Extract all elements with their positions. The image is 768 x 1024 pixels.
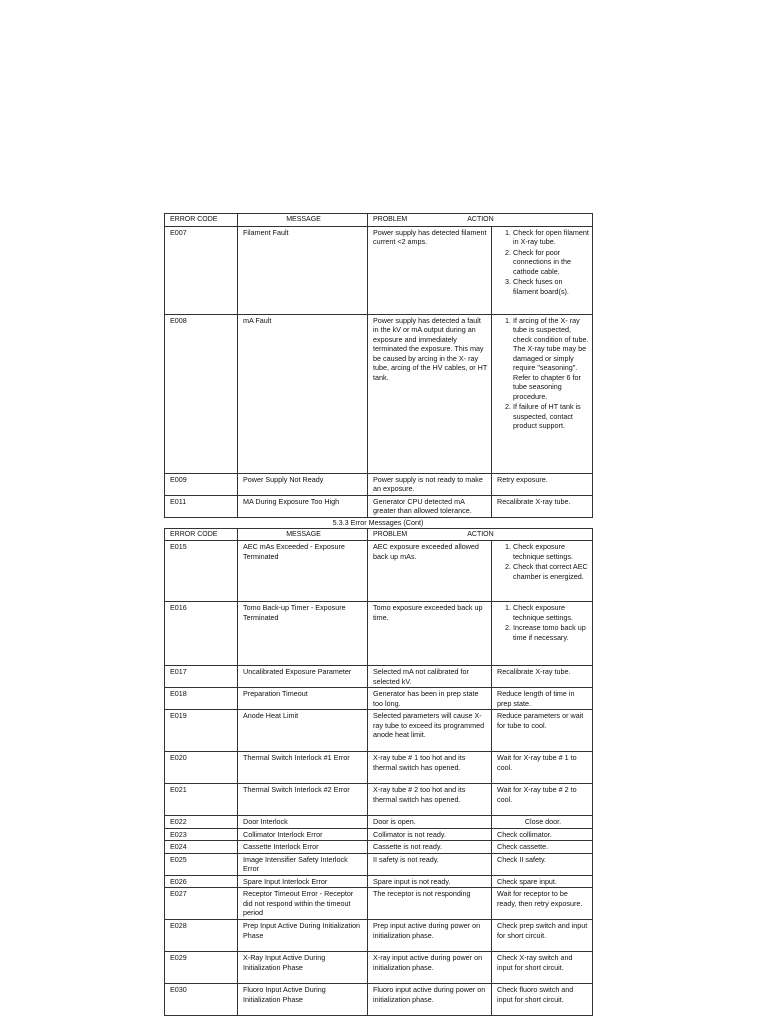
error-message: Thermal Switch Interlock #2 Error — [238, 784, 368, 816]
error-message: MA During Exposure Too High — [238, 495, 368, 517]
error-message: Preparation Timeout — [238, 688, 368, 710]
table-row — [165, 666, 593, 688]
error-action: Check X-ray switch and input for short circuit. — [492, 952, 593, 984]
error-message: Filament Fault — [238, 226, 368, 314]
error-problem: AEC exposure exceeded allowed back up mAs. — [368, 541, 492, 602]
error-action: Check spare input. — [492, 875, 593, 888]
error-message: X-Ray Input Active During Initialization Phase — [238, 952, 368, 984]
header-message: MESSAGE — [238, 528, 368, 541]
table-row — [165, 875, 593, 888]
error-code: E021 — [165, 784, 238, 816]
error-code: E027 — [165, 888, 238, 920]
table-row — [165, 853, 593, 875]
error-action: Reduce parameters or wait for tube to cool. — [492, 710, 593, 752]
header-problem-action — [368, 528, 593, 541]
error-message: Fluoro Input Active During Initialization Phase — [238, 984, 368, 1016]
error-code: E022 — [165, 816, 238, 829]
error-message: Receptor Timeout Error - Receptor did not respond within the timeout period — [238, 888, 368, 920]
error-problem: X-ray tube # 2 too hot and its thermal switch has opened. — [368, 784, 492, 816]
table-row — [165, 710, 593, 752]
table-row — [165, 888, 593, 920]
error-problem: X-ray input active during power on initialization phase. — [368, 952, 492, 984]
header-action: ACTION — [467, 216, 494, 223]
action-step: 1. If arcing of the X- ray tube is suspected, check condition of tube. The X-ray tube may be damaged or simply require "seasoning". Refer to chapter 6 for tube seasoning procedure. — [513, 316, 589, 402]
error-action: Check fluoro switch and input for short circuit. — [492, 984, 593, 1016]
action-step: 2. Check that correct AEC chamber is energized. — [513, 562, 589, 581]
error-action: Check prep switch and input for short circuit. — [492, 920, 593, 952]
error-problem: Power supply has detected a fault in the kV or mA output during an exposure and immediately terminated the exposure. This may be caused by arcing in the X- ray tube, arcing of the HV cables, or HT tank. — [368, 314, 492, 473]
action-step: 2. Check for poor connections in the cathode cable. — [513, 248, 589, 277]
table-row — [165, 473, 593, 495]
error-message: Thermal Switch Interlock #1 Error — [238, 752, 368, 784]
error-message: Uncalibrated Exposure Parameter — [238, 666, 368, 688]
error-problem: Cassette is not ready. — [368, 841, 492, 854]
error-code: E026 — [165, 875, 238, 888]
error-problem: X-ray tube # 1 too hot and its thermal switch has opened. — [368, 752, 492, 784]
table-header-row — [165, 528, 593, 541]
error-problem: Fluoro input active during power on initialization phase. — [368, 984, 492, 1016]
error-message: Collimator Interlock Error — [238, 828, 368, 841]
error-table-1 — [164, 213, 593, 518]
section-caption: 5.3.3 Error Messages (Cont) — [332, 517, 424, 527]
error-problem: Tomo exposure exceeded back up time. — [368, 602, 492, 666]
error-code: E016 — [165, 602, 238, 666]
error-problem: Prep input active during power on initialization phase. — [368, 920, 492, 952]
table-row — [165, 841, 593, 854]
error-code: E030 — [165, 984, 238, 1016]
error-action: Recalibrate X-ray tube. — [492, 495, 593, 517]
table-row — [165, 952, 593, 984]
action-step: 1. Check exposure technique settings. — [513, 542, 589, 561]
error-action: Retry exposure. — [492, 473, 593, 495]
error-code: E009 — [165, 473, 238, 495]
error-problem: Door is open. — [368, 816, 492, 829]
header-problem: PROBLEM — [373, 530, 408, 538]
error-action: Close door. — [492, 816, 593, 829]
error-message: Tomo Back-up Timer - Exposure Terminated — [238, 602, 368, 666]
error-problem: Selected parameters will cause X-ray tube to exceed its programmed anode heat limit. — [368, 710, 492, 752]
header-action: ACTION — [467, 530, 494, 538]
error-code: E019 — [165, 710, 238, 752]
error-code: E018 — [165, 688, 238, 710]
header-error-code: ERROR CODE — [165, 528, 238, 541]
error-action: Check cassette. — [492, 841, 593, 854]
table-row — [165, 495, 593, 517]
header-problem-action — [368, 214, 593, 227]
table-header-row — [165, 214, 593, 227]
table-row — [165, 752, 593, 784]
error-message: Cassette Interlock Error — [238, 841, 368, 854]
error-code: E007 — [165, 226, 238, 314]
table-row — [165, 688, 593, 710]
error-action: Check collimator. — [492, 828, 593, 841]
error-action: Wait for X-ray tube # 2 to cool. — [492, 784, 593, 816]
table-row — [165, 784, 593, 816]
header-problem: PROBLEM — [373, 216, 408, 223]
error-problem: Generator has been in prep state too long. — [368, 688, 492, 710]
error-code: E024 — [165, 841, 238, 854]
header-error-code: ERROR CODE — [165, 214, 238, 227]
table-row — [165, 984, 593, 1016]
error-action — [492, 602, 593, 666]
error-action: Check II safety. — [492, 853, 593, 875]
error-problem: Collimator is not ready. — [368, 828, 492, 841]
error-problem: Generator CPU detected mA greater than allowed tolerance. — [368, 495, 492, 517]
table-row — [165, 920, 593, 952]
error-action: Wait for receptor to be ready, then retry exposure. — [492, 888, 593, 920]
error-message: Anode Heat Limit — [238, 710, 368, 752]
error-action: Recalibrate X-ray tube. — [492, 666, 593, 688]
table-row — [165, 828, 593, 841]
error-code: E028 — [165, 920, 238, 952]
error-problem: Spare input is not ready. — [368, 875, 492, 888]
action-step: 2. If failure of HT tank is suspected, contact product support. — [513, 402, 589, 431]
action-step: 1. Check for open filament in X-ray tube. — [513, 228, 589, 247]
action-step: 2. Increase tomo back up time if necessary. — [513, 623, 589, 642]
error-action — [492, 541, 593, 602]
error-action — [492, 226, 593, 314]
error-table-2 — [164, 528, 593, 1017]
action-step: 1. Check exposure technique settings. — [513, 603, 589, 622]
error-problem: II safety is not ready. — [368, 853, 492, 875]
error-message: Image Intensifier Safety Interlock Error — [238, 853, 368, 875]
error-code: E020 — [165, 752, 238, 784]
error-message: Prep Input Active During Initialization Phase — [238, 920, 368, 952]
error-problem: The receptor is not responding — [368, 888, 492, 920]
error-action: Reduce length of time in prep state. — [492, 688, 593, 710]
error-message: AEC mAs Exceeded - Exposure Terminated — [238, 541, 368, 602]
error-code: E023 — [165, 828, 238, 841]
error-message: Door Interlock — [238, 816, 368, 829]
error-problem: Power supply has detected filament current <2 amps. — [368, 226, 492, 314]
header-message: MESSAGE — [238, 214, 368, 227]
table-row — [165, 314, 593, 473]
table-row — [165, 226, 593, 314]
table-row — [165, 816, 593, 829]
error-problem: Power supply is not ready to make an exposure. — [368, 473, 492, 495]
error-code: E011 — [165, 495, 238, 517]
error-action: Wait for X-ray tube # 1 to cool. — [492, 752, 593, 784]
error-code: E017 — [165, 666, 238, 688]
error-action — [492, 314, 593, 473]
table-row — [165, 541, 593, 602]
error-problem: Selected mA not calibrated for selected kV. — [368, 666, 492, 688]
error-code: E015 — [165, 541, 238, 602]
error-code: E008 — [165, 314, 238, 473]
error-message: Spare Input Interlock Error — [238, 875, 368, 888]
error-message: Power Supply Not Ready — [238, 473, 368, 495]
error-messages-document — [164, 213, 592, 1016]
action-step: 3. Check fuses on filament board(s). — [513, 277, 589, 296]
error-code: E029 — [165, 952, 238, 984]
error-message: mA Fault — [238, 314, 368, 473]
table-row — [165, 602, 593, 666]
error-code: E025 — [165, 853, 238, 875]
